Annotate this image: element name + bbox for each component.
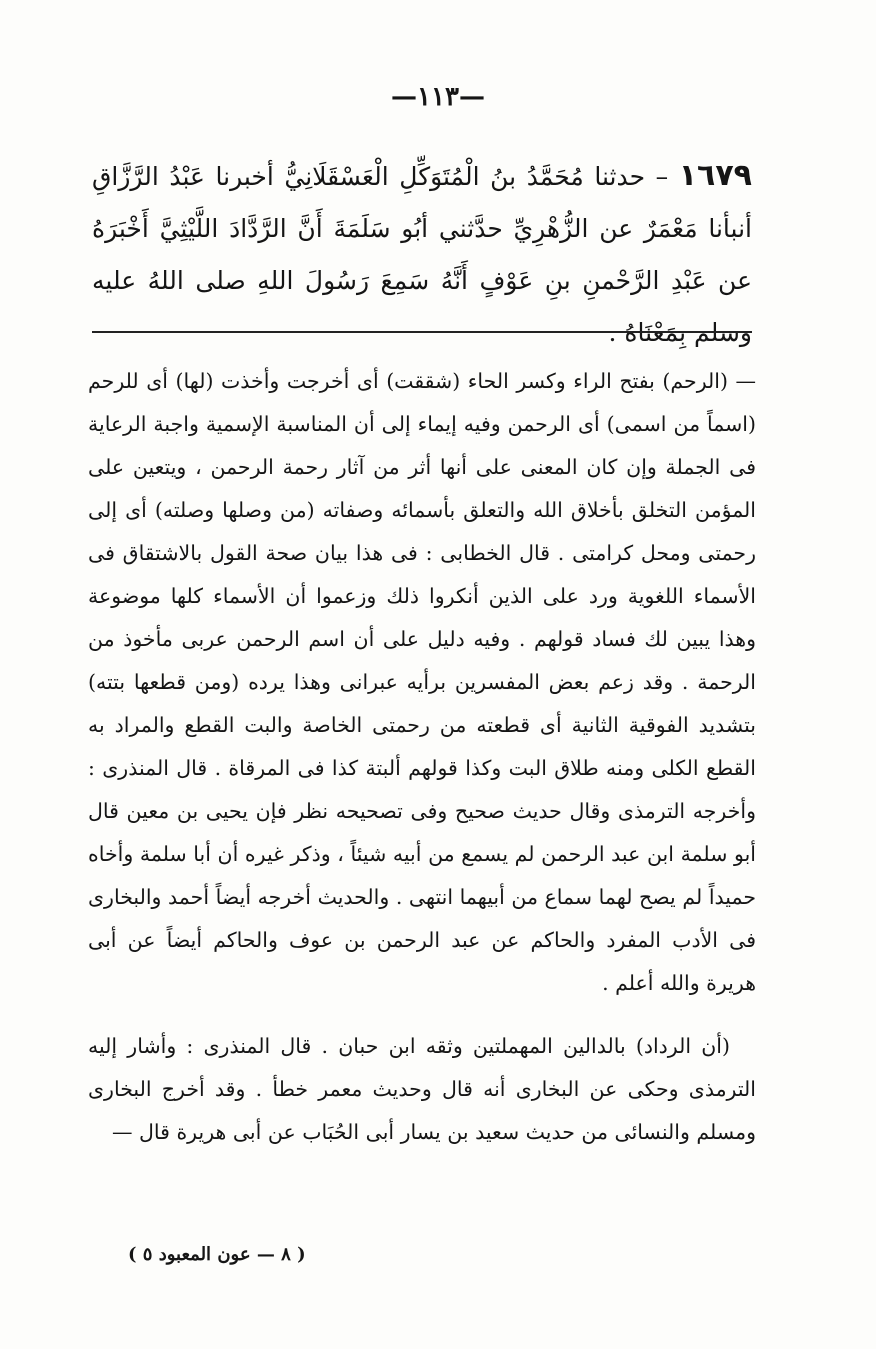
- hadith-block: [92, 150, 752, 359]
- page-number: —١١٣—: [391, 82, 485, 112]
- commentary-block: [88, 360, 756, 1154]
- commentary-paragraph-1: — (الرحم) بفتح الراء وكسر الحاء (شققت) أى أخرجت وأخذت (لها) أى للرحم (اسماً من اسمى) أى الرحمن وفيه إيماء إلى أن المناسبة الإسمية واجبة الرعاية فى الجملة وإن كان المعنى على أنها أثر من آثار رحمة الرحمن ، ويتعين على المؤمن التخلق بأخلاق الله والتعلق بأسمائه وصفاته (من وصلها وصلته) أى إلى رحمتى ومحل كرامتى . قال الخطابى : فى هذا بيان صحة القول بالاشتقاق فى الأسماء اللغوية ورد على الذين أنكروا ذلك وزعموا أن الأسماء كلها موضوعة وهذا يبين لك فساد قولهم . وفيه دليل على أن اسم الرحمن عربى مأخوذ من الرحمة . وقد زعم بعض المفسرين برأيه عبرانى وهذا يرده (ومن قطعها بتته) بتشديد الفوقية الثانية أى قطعته من رحمتى الخاصة والبت القطع والمراد به القطع الكلى ومنه طلاق البت وكذا قولهم ألبتة كذا فى المرقاة . قال المنذرى : وأخرجه الترمذى وقال حديث صحيح وفى تصحيحه نظر فإن يحيى بن معين قال أبو سلمة ابن عبد الرحمن لم يسمع من أبيه شيئاً ، وذكر غيره أن أبا سلمة وأخاه حميداً لم يصح لهما سماع من أبيهما انتهى . والحديث أخرجه أيضاً أحمد والبخارى فى الأدب المفرد والحاكم عن عبد الرحمن بن عوف والحاكم أيضاً عن أبى هريرة والله أعلم .: [88, 369, 756, 995]
- hadith-text: – حدثنا مُحَمَّدُ بنُ الْمُتَوَكِّلِ الْعَسْقَلَانِيُّ أخبرنا عَبْدُ الرَّزَّاقِ أنبأنا مَعْمَرٌ عن الزُّهْرِيِّ حدَّثني أبُو سَلَمَةَ أَنَّ الرَّدَّادَ اللَّيْثِيَّ أَخْبَرَهُ عن عَبْدِ الرَّحْمنِ بنِ عَوْفٍ أَنَّهُ سَمِعَ رَسُولَ اللهِ صلى اللهُ عليه وسلم بِمَعْنَاهُ .: [92, 162, 752, 347]
- commentary-paragraph-2: (أن الرداد) بالدالين المهملتين وثقه ابن حبان . قال المنذرى : وأشار إليه الترمذى وحكى عن البخارى أنه قال وحديث معمر خطأ . وقد أخرج البخارى ومسلم والنسائى من حديث سعيد بن يسار أبى الحُبَاب عن أبى هريرة قال —: [88, 1034, 756, 1144]
- section-divider: [92, 331, 752, 333]
- footer-signature: ( ٨ — عون المعبود ٥ ): [128, 1244, 306, 1265]
- hadith-number: ١٦٧٩: [678, 158, 752, 193]
